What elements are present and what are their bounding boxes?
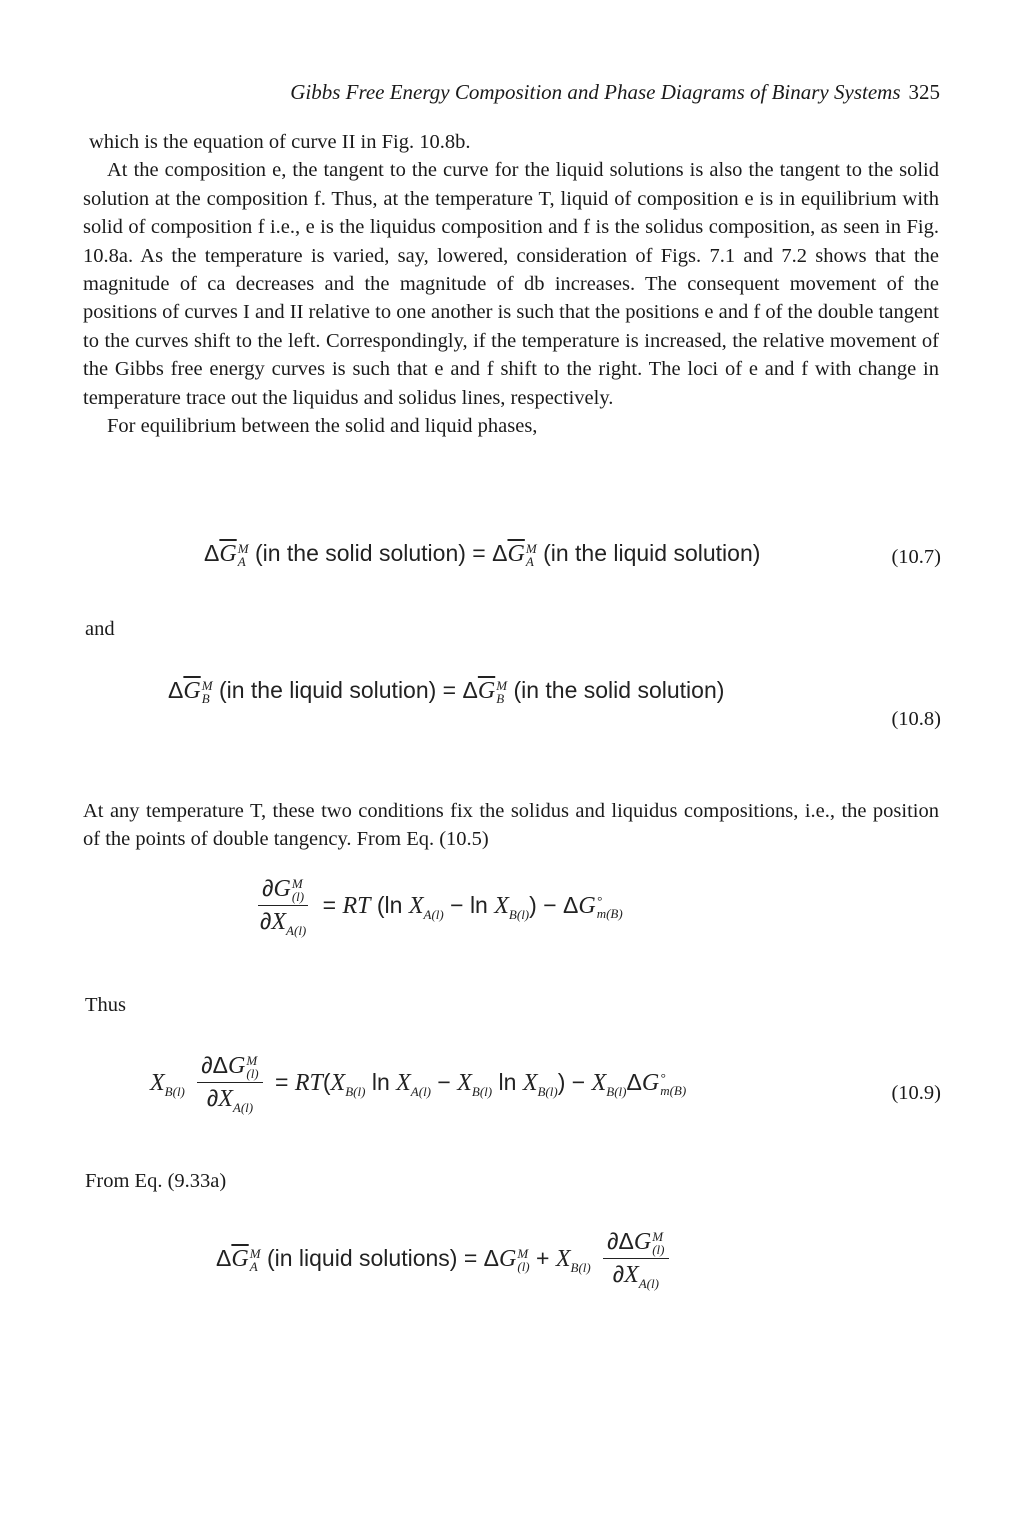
equation-derivative: ∂G M (l) $\partial X_{A(l)}$ = RT (ln $X_{A(l)} - \ln X_{B(l)}) - \Delta G$ ° m(B) — [260, 875, 623, 938]
equation-10-9: $X_{B(l)}$ ∂ΔG M (l) $\partial X_{A(l)}$ = $RT(X_{B(l)}$ $\ln X_{A(l)} - X_{B(l)}$ $\ln X_{B(l)}) - X_{B(l)}\Delta G$ ° m(B) — [150, 1052, 687, 1115]
thus-label: Thus — [85, 994, 126, 1016]
eq1-left-text: (in the solid solution) — [254, 540, 466, 566]
paragraph-2: At the composition e, the tangent to the curve for the liquid solutions is also the tangent to the solid solution at the composition f. Thus, at the temperature T, liquid of composition e is in equilibrium with solid of composition f i.e., e is the liquidus composition and f is the solidus composition, as seen in Fig. 10.8a. As the temperature is varied, say, lowered, consideration of Figs. 7.1 and 7.2 shows that the magnitude of ca decreases and the magnitude of db increases. The consequent movement of the positions of curves I and II relative to one another is such that the positions e and f of the double tangent to the curves shift to the left. Correspondingly, if the temperature is increased, the relative movement of the Gibbs free energy curves is such that e and f shift to the right. The loci of e and f with change in temperature trace out the liquidus and solidus lines, respectively. — [83, 159, 939, 409]
equation-number-10-7: (10.7) — [891, 546, 941, 568]
eq1-right-text: (in the liquid solution) — [543, 540, 761, 566]
paragraph-3: For equilibrium between the solid and liquid phases, — [107, 415, 538, 438]
equation-10-8: $\Delta\overline{G}$ M B (in the liquid solution) = $\Delta\overline{G}$ M B (in the solid solution) — [168, 677, 725, 706]
paragraph-1: which is the equation of curve II in Fig. 10.8b. — [89, 131, 471, 153]
equation-number-10-8: (10.8) — [891, 708, 941, 730]
equation-10-7: $\Delta\overline{G}$ M A (in the solid solution) = $\Delta\overline{G}$ M A (in the liquid solution) — [204, 540, 761, 569]
paragraph-4: At any temperature T, these two conditions fix the solidus and liquidus compositions, i.e., the position of the points of double tangency. From Eq. (10.5) — [83, 800, 939, 851]
running-header — [290, 80, 940, 105]
page-number: 325 — [908, 80, 940, 104]
eq5-left-text: (in liquid solutions) — [266, 1245, 458, 1272]
equation-partial-molar: $\Delta\overline{G}$ M A (in liquid solutions) = ΔG M (l) + $X_{B(l)}$ ∂ΔG M (l) $\partial X_{A(l)}$ — [216, 1228, 675, 1292]
equation-number-10-9: (10.9) — [891, 1082, 941, 1104]
eq2-left-text: (in the liquid solution) — [218, 677, 437, 703]
eq2-right-text: (in the solid solution) — [513, 677, 725, 703]
and-label: and — [85, 618, 115, 640]
from-eq-label: From Eq. (9.33a) — [85, 1170, 227, 1192]
running-title: Gibbs Free Energy Composition and Phase Diagrams of Binary Systems — [290, 80, 901, 104]
body-text-block-1 — [83, 128, 939, 440]
body-text-block-2 — [83, 797, 939, 854]
